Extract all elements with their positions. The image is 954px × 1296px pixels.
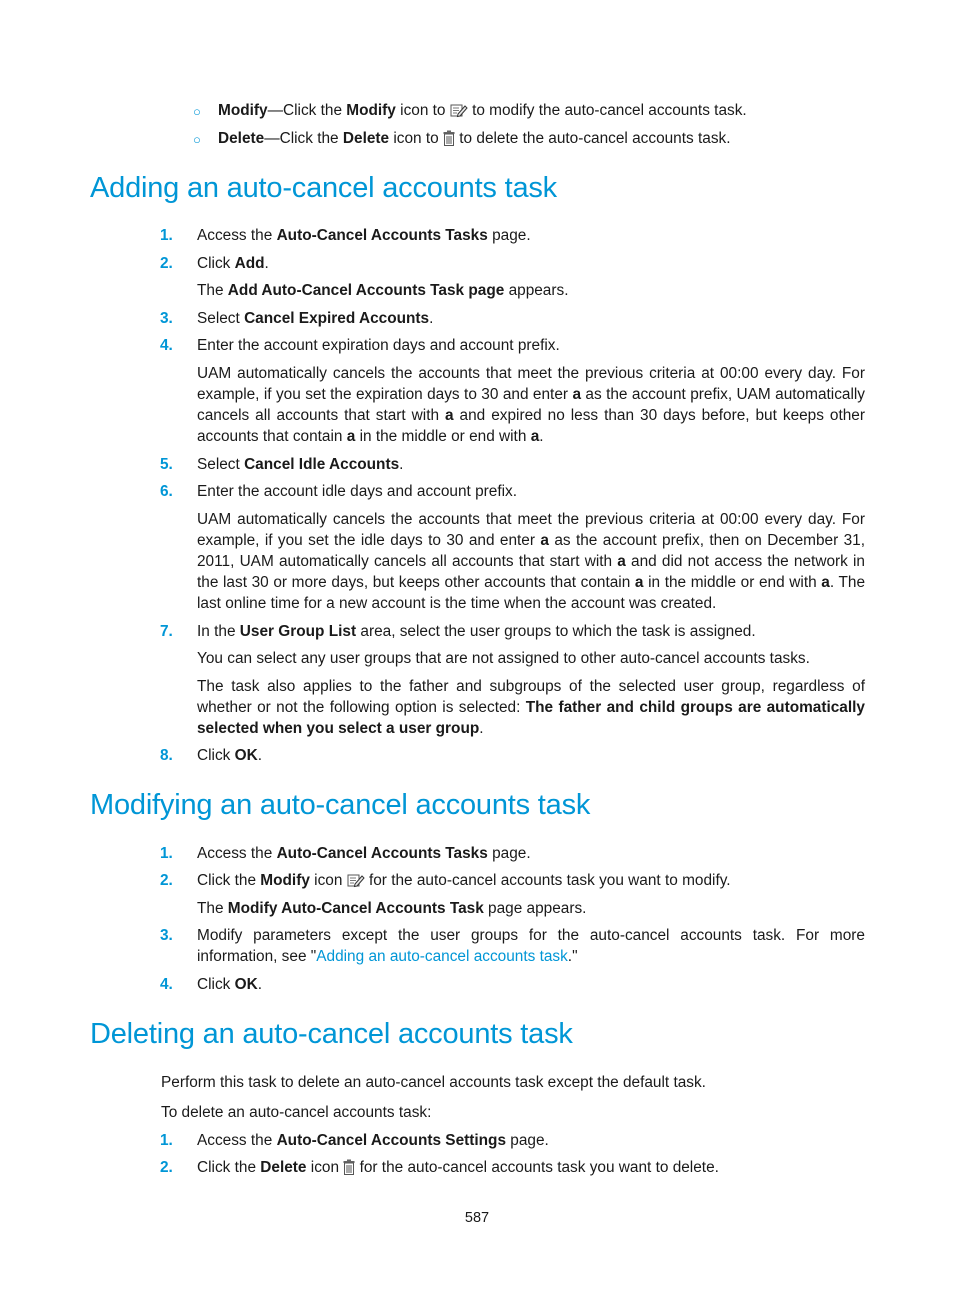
step-text: Access the Auto-Cancel Accounts Settings page. [197,1132,549,1149]
step-paragraph: The task also applies to the father and subgroups of the selected user group, regardless of whether or not the following option is selected: The father and child groups are automatically selected when you select a user group. [197,678,865,737]
step-number: 5. [160,456,173,473]
step-number: 2. [160,255,173,272]
bullet-circle: ○ [193,104,201,119]
step-text: Enter the account expiration days and account prefix. [197,337,560,354]
heading-adding: Adding an auto-cancel accounts task [90,172,557,204]
intro-paragraph: To delete an auto-cancel accounts task: [161,1104,432,1121]
step-number: 1. [160,845,173,862]
step-number: 2. [160,1159,173,1176]
bullet-delete: Delete—Click the Delete icon to to delete the auto-cancel accounts task. [218,128,731,152]
step-text: Click OK. [197,747,262,764]
heading-modifying: Modifying an auto-cancel accounts task [90,789,591,821]
step-text: Select Cancel Idle Accounts. [197,456,404,473]
trash-icon [443,130,455,152]
step-text: Click OK. [197,976,262,993]
page-number: 587 [464,1210,490,1226]
adding-task-link[interactable]: Adding an auto-cancel accounts task [316,948,568,965]
edit-icon [450,102,468,124]
step-number: 7. [160,623,173,640]
step-number: 6. [160,483,173,500]
bullet-term: Delete [218,130,265,147]
step-number: 1. [160,1132,173,1149]
step-text: Click the Delete icon for the auto-cancel accounts task you want to delete. [197,1157,865,1181]
step-text: In the User Group List area, select the user groups to which the task is assigned. [197,623,756,640]
step-paragraph: UAM automatically cancels the accounts that meet the previous criteria at 00:00 every day. For example, if you set the idle days to 30 and enter a as the account prefix, then on December 31, 2011, UAM automatically cancels all accounts that start with a and did not access the network in the last 30 or more days, but keeps other accounts that contain a in the middle or end with a. The last online time for a new account is the time when the account was created. [197,511,865,612]
step-number: 3. [160,310,173,327]
step-number: 2. [160,872,173,889]
step-paragraph: You can select any user groups that are not assigned to other auto-cancel accounts tasks. [197,650,810,667]
step-text: Access the Auto-Cancel Accounts Tasks page. [197,845,531,862]
edit-icon [347,872,365,894]
step-number: 4. [160,976,173,993]
step-number: 4. [160,337,173,354]
trash-icon [343,1159,355,1181]
step-note: The Modify Auto-Cancel Accounts Task page appears. [197,900,587,917]
step-number: 1. [160,227,173,244]
step-number: 8. [160,747,173,764]
heading-deleting: Deleting an auto-cancel accounts task [90,1018,573,1050]
step-text: Modify parameters except the user groups for the auto-cancel accounts task. For more information, see "Adding an auto-cancel accounts task." [197,927,865,965]
bullet-circle: ○ [193,132,201,147]
step-text: Access the Auto-Cancel Accounts Tasks page. [197,227,531,244]
step-note: The Add Auto-Cancel Accounts Task page appears. [197,282,569,299]
step-number: 3. [160,927,173,944]
intro-paragraph: Perform this task to delete an auto-cancel accounts task except the default task. [161,1074,706,1091]
bullet-modify: Modify—Click the Modify icon to to modify the auto-cancel accounts task. [218,100,747,124]
step-text: Enter the account idle days and account prefix. [197,483,517,500]
step-paragraph: UAM automatically cancels the accounts that meet the previous criteria at 00:00 every day. For example, if you set the expiration days to 30 and enter a as the account prefix, UAM automatically cancels all accounts that start with a and expired no less than 30 days before, but keeps other accounts that contain a in the middle or end with a. [197,365,865,445]
step-text: Select Cancel Expired Accounts. [197,310,434,327]
bullet-term: Modify [218,102,268,119]
step-text: Click the Modify icon for the auto-cancel accounts task you want to modify. [197,870,865,894]
step-text: Click Add. [197,255,269,272]
